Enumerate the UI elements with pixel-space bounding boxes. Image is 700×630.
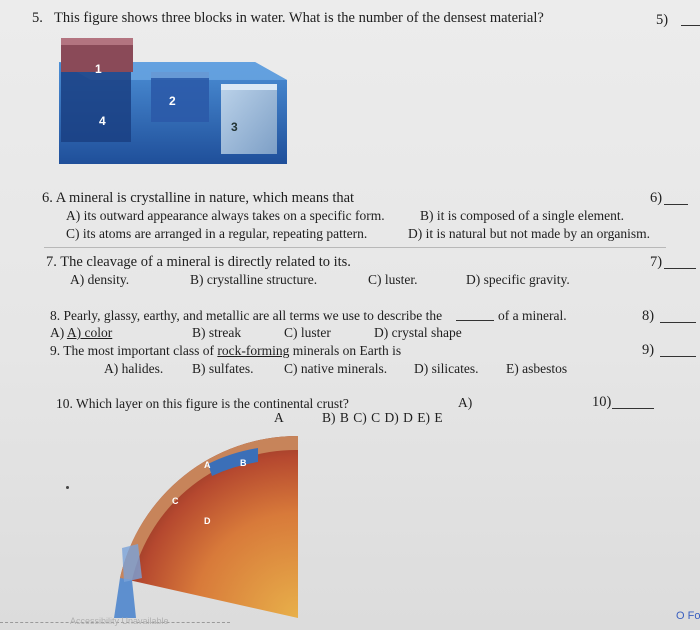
q9-choice-c[interactable]: C) native minerals.: [284, 361, 388, 376]
q6-question-text: 6. A mineral is crystalline in nature, which means that: [42, 190, 355, 206]
q10-answer-label: 10): [592, 394, 612, 410]
q7-question-text: 7. The cleavage of a mineral is directly related to its.: [46, 254, 351, 270]
accessibility-status: Accessibility Unavailable: [70, 616, 169, 626]
q9-choice-a[interactable]: A) halides.: [104, 361, 164, 376]
q5-number: 5.: [32, 10, 43, 26]
q8-answer-label: 8): [642, 308, 655, 324]
q7-choice-b[interactable]: B) crystalline structure.: [190, 272, 318, 287]
q5-question-text: This figure shows three blocks in water. What is the number of the densest material?: [54, 10, 544, 26]
layer-label-b: B: [240, 458, 247, 468]
q9-answer-label: 9): [642, 342, 655, 358]
q10-choices-b-to-e[interactable]: B) B C) C D) D E) E: [322, 410, 443, 425]
block-label-4: 4: [99, 114, 106, 128]
q8-answer-blank[interactable]: [660, 311, 696, 323]
q8-question-text-end: of a mineral.: [498, 308, 567, 323]
q8-choice-a[interactable]: [50, 325, 112, 341]
corner-icon-label[interactable]: O Fo: [676, 610, 700, 622]
q7-choice-a[interactable]: A) density.: [70, 272, 130, 287]
q6-choice-d[interactable]: D) it is natural but not made by an organism.: [408, 226, 650, 241]
q7-answer-label: 7): [650, 254, 663, 270]
earth-layers-figure: [108, 428, 298, 618]
q6-answer-blank[interactable]: [664, 193, 688, 205]
q6-answer-label: 6): [650, 190, 663, 206]
q8-question-text: 8. Pearly, glassy, earthy, and metallic are all terms we use to describe the: [50, 308, 443, 323]
layer-label-a: A: [204, 460, 211, 470]
q5-answer-label: 5): [656, 12, 669, 28]
q6-choice-a[interactable]: A) its outward appearance always takes on a specific form.: [66, 208, 385, 223]
q6-choice-b[interactable]: B) it is composed of a single element.: [420, 208, 624, 223]
q7-choice-d[interactable]: D) specific gravity.: [466, 272, 570, 287]
q8-inline-blank: [456, 309, 494, 321]
q9-text-before: 9. The most important class of: [50, 343, 214, 358]
q9-choice-b[interactable]: B) sulfates.: [192, 361, 254, 376]
q7-choice-c[interactable]: C) luster.: [368, 272, 418, 287]
q9-choice-d[interactable]: D) silicates.: [414, 361, 479, 376]
blocks-in-water-figure: [55, 32, 295, 167]
q8-choice-b[interactable]: B) streak: [192, 325, 242, 340]
section-divider: [44, 247, 666, 248]
q9-question-text: [50, 343, 401, 359]
q9-link-rock-forming[interactable]: rock-forming: [217, 343, 290, 358]
q8-choice-d[interactable]: D) crystal shape: [374, 325, 462, 340]
q10-choice-a[interactable]: A: [274, 410, 284, 425]
q8-choice-c[interactable]: C) luster: [284, 325, 331, 340]
q8-choice-a-prefix: A): [50, 325, 65, 340]
block-label-3: 3: [231, 120, 238, 134]
q6-choice-c[interactable]: C) its atoms are arranged in a regular, repeating pattern.: [66, 226, 368, 241]
q7-answer-blank[interactable]: [664, 257, 696, 269]
q5-answer-blank[interactable]: [681, 14, 700, 26]
q10-question-text: 10. Which layer on this figure is the continental crust?: [56, 396, 349, 411]
layer-label-c: C: [172, 496, 179, 506]
q9-answer-blank[interactable]: [660, 345, 696, 357]
block-label-2: 2: [169, 94, 176, 108]
layer-label-d: D: [204, 516, 211, 526]
q9-text-after: minerals on Earth is: [292, 343, 402, 358]
block-label-1: 1: [95, 62, 102, 76]
q10-answer-blank[interactable]: [612, 397, 654, 409]
q10-choice-a-top: A): [458, 395, 473, 410]
q9-choice-e[interactable]: E) asbestos: [506, 361, 568, 376]
stray-dot: [66, 486, 69, 489]
q8-choice-a-answer: A) color: [66, 325, 113, 340]
